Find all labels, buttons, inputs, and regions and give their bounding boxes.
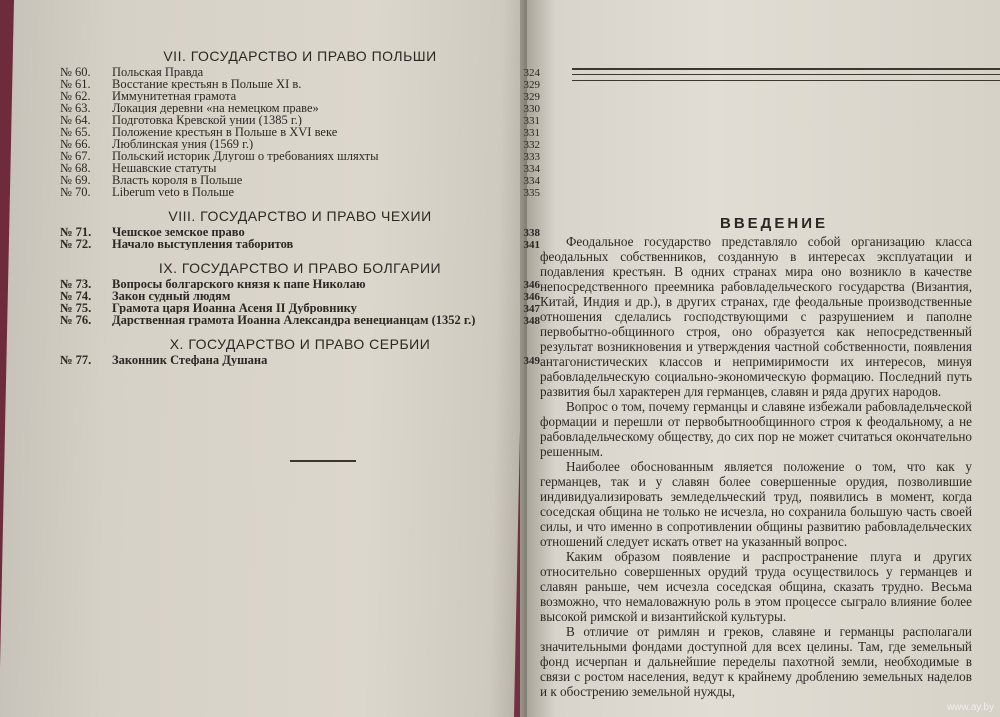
toc-entry	[60, 226, 540, 238]
introduction-body	[540, 234, 972, 699]
toc-entry-page: 331	[523, 127, 540, 139]
toc-entry-title: Нешавские статуты	[112, 162, 217, 174]
toc-entry-number: № 68.	[60, 161, 91, 175]
toc-entry-number: № 64.	[60, 113, 91, 127]
toc-entry	[60, 150, 540, 162]
toc-entry-title: Законник Стефана Душана	[112, 354, 268, 366]
toc-entry-page: 341	[523, 239, 540, 251]
toc-entry-number: № 74.	[60, 289, 92, 303]
toc-entry-page: 329	[523, 91, 540, 103]
toc-section-title: IX. ГОСУДАРСТВО И ПРАВО БОЛГАРИИ	[158, 260, 442, 276]
watermark-text: www.ay.by	[946, 702, 994, 713]
toc-entry-title: Иммунитетная грамота	[112, 90, 237, 102]
introduction-paragraph: Каким образом появление и распространение плуга и других относительно совершенных орудий труда осуществилось у германцев и славян раньше, чем исчезла соседская община, сказать трудно. Весьма возможно, что немаловажную роль в этом процессе сыграло влияние более высокой римской и византийской культуры.	[540, 549, 972, 624]
header-rule-middle	[572, 74, 1000, 75]
header-rule-bottom	[572, 80, 1000, 81]
toc-entry-number: № 66.	[60, 137, 91, 151]
toc-entry-page: 346	[523, 279, 540, 291]
toc-entry-title: Польская Правда	[112, 66, 204, 78]
toc-entry	[60, 302, 540, 314]
toc-entry-page: 332	[523, 139, 540, 151]
toc-entry	[60, 66, 540, 78]
toc-entry-number: № 73.	[60, 277, 92, 291]
toc-entry-number: № 75.	[60, 301, 92, 315]
toc-entry-page: 347	[523, 303, 540, 315]
toc-entry-page: 324	[523, 67, 540, 79]
toc-entry-number: № 69.	[60, 173, 91, 187]
toc-section	[60, 336, 540, 366]
toc-section	[60, 48, 540, 198]
toc-entry-number: № 61.	[60, 77, 91, 91]
toc-entry	[60, 126, 540, 138]
toc-entry-number: № 76.	[60, 313, 92, 327]
toc-entry-page: 334	[523, 163, 540, 175]
toc-entry-page: 335	[523, 187, 540, 199]
toc-entry	[60, 290, 540, 302]
toc-entry-page: 346	[523, 291, 540, 303]
toc-entry	[60, 238, 540, 250]
toc-entry	[60, 278, 540, 290]
toc-entry-title: Грамота царя Иоанна Асеня II Дубровнику	[112, 302, 357, 314]
toc-entry-title: Положение крестьян в Польше в XVI веке	[112, 126, 338, 138]
toc-entry-page: 334	[523, 175, 540, 187]
toc-entry	[60, 354, 540, 366]
toc-section	[60, 260, 540, 326]
introduction-paragraph: В отличие от римлян и греков, славяне и германцы располагали значительными фондами доступной для всех целины. Там, где земельный фонд исчерпан и дальнейшие переделы пахотной земли, необходимые в связи с ростом населения, ведут к крайнему дроблению земельных наделов и к обострению земельной нужды,	[540, 624, 972, 699]
toc-entry-title: Власть короля в Польше	[112, 174, 243, 186]
toc-entry-title: Подготовка Кревской унии (1385 г.)	[112, 114, 302, 126]
toc-entry-number: № 77.	[60, 353, 92, 367]
toc-section-title: VII. ГОСУДАРСТВО И ПРАВО ПОЛЬШИ	[163, 48, 437, 64]
toc-entry	[60, 162, 540, 174]
toc-entry-number: № 62.	[60, 89, 91, 103]
toc-entry-title: Закон судный людям	[112, 290, 231, 302]
toc-entry-title: Люблинская уния (1569 г.)	[112, 138, 254, 150]
toc-entry	[60, 174, 540, 186]
toc-entry	[60, 90, 540, 102]
toc-entry	[60, 138, 540, 150]
toc-entry-page: 348	[523, 315, 540, 327]
toc-section-title: X. ГОСУДАРСТВО И ПРАВО СЕРБИИ	[169, 336, 431, 352]
toc-entry	[60, 78, 540, 90]
toc-entry-title: Вопросы болгарского князя к папе Николаю	[112, 278, 366, 290]
section-divider	[290, 460, 356, 462]
toc-entry-page: 333	[523, 151, 540, 163]
toc-entry-page: 331	[523, 115, 540, 127]
toc-entry-page: 330	[523, 103, 540, 115]
toc-entry	[60, 102, 540, 114]
toc-entry	[60, 186, 540, 198]
toc-entry-page: 338	[523, 227, 540, 239]
toc-entry	[60, 314, 540, 326]
toc-entry-title: Локация деревни «на немецком праве»	[112, 102, 319, 114]
introduction-paragraph: Вопрос о том, почему германцы и славяне избежали рабовладельческой формации и перешли от первобытнообщинного строя к феодальному, а не рабовладельческому обществу, до сих пор не может считаться окончательно решенным.	[540, 399, 972, 459]
toc-entry-page: 329	[523, 79, 540, 91]
toc-entry-page: 349	[523, 355, 540, 367]
table-of-contents	[60, 48, 540, 376]
toc-section-title: VIII. ГОСУДАРСТВО И ПРАВО ЧЕХИИ	[168, 208, 432, 224]
introduction-heading: ВВЕДЕНИЕ	[720, 215, 828, 232]
toc-entry-number: № 63.	[60, 101, 91, 115]
toc-entry-number: № 60.	[60, 65, 91, 79]
toc-entry-title: Начало выступления таборитов	[112, 238, 294, 250]
toc-entry-title: Liberum veto в Польше	[112, 186, 235, 198]
toc-entry-number: № 67.	[60, 149, 91, 163]
toc-entry-title: Восстание крестьян в Польше XI в.	[112, 78, 302, 90]
introduction-paragraph: Феодальное государство представляло собой организацию класса феодальных собственников, созданную в интересах эксплуатации и подавления крестьян. В одних странах мира оно возникло в качестве непосредственного преемника рабовладельческого государства (Византия, Китай, Индия и др.), в других странах, где феодальные производственные отношения сделались господствующими с разрушением и паполне первобытно-общинного строя, оно образуется как непосредственный результат возникновения и утверждения частной собственности, появления антагонистических классов и непримиримости их интересов, минуя рабовладельческую социально-экономическую формацию. Последний путь развития был характерен для германцев, славян и ряда других народов.	[540, 234, 972, 399]
toc-section	[60, 208, 540, 250]
toc-entry-title: Польский историк Длугош о требованиях шляхты	[112, 150, 379, 162]
toc-entry-number: № 72.	[60, 237, 92, 251]
toc-entry-title: Дарственная грамота Иоанна Александра венецианцам (1352 г.)	[112, 314, 476, 326]
toc-entry-number: № 65.	[60, 125, 91, 139]
toc-entry	[60, 114, 540, 126]
toc-entry-number: № 71.	[60, 225, 92, 239]
header-rule-top	[572, 68, 1000, 70]
toc-entry-title: Чешское земское право	[112, 226, 245, 238]
introduction-paragraph: Наиболее обоснованным является положение о том, что как у германцев, так и у славян более совершенные орудия, позволившие индивидуализировать земледельческий труд, появились в момент, когда соседская община не только не исчезла, но сохранила большую часть своей силы, и что именно в сопротивлении общины развитию рабовладельческих отношений следует искать ответ на указанный вопрос.	[540, 459, 972, 549]
toc-entry-number: № 70.	[60, 185, 91, 199]
